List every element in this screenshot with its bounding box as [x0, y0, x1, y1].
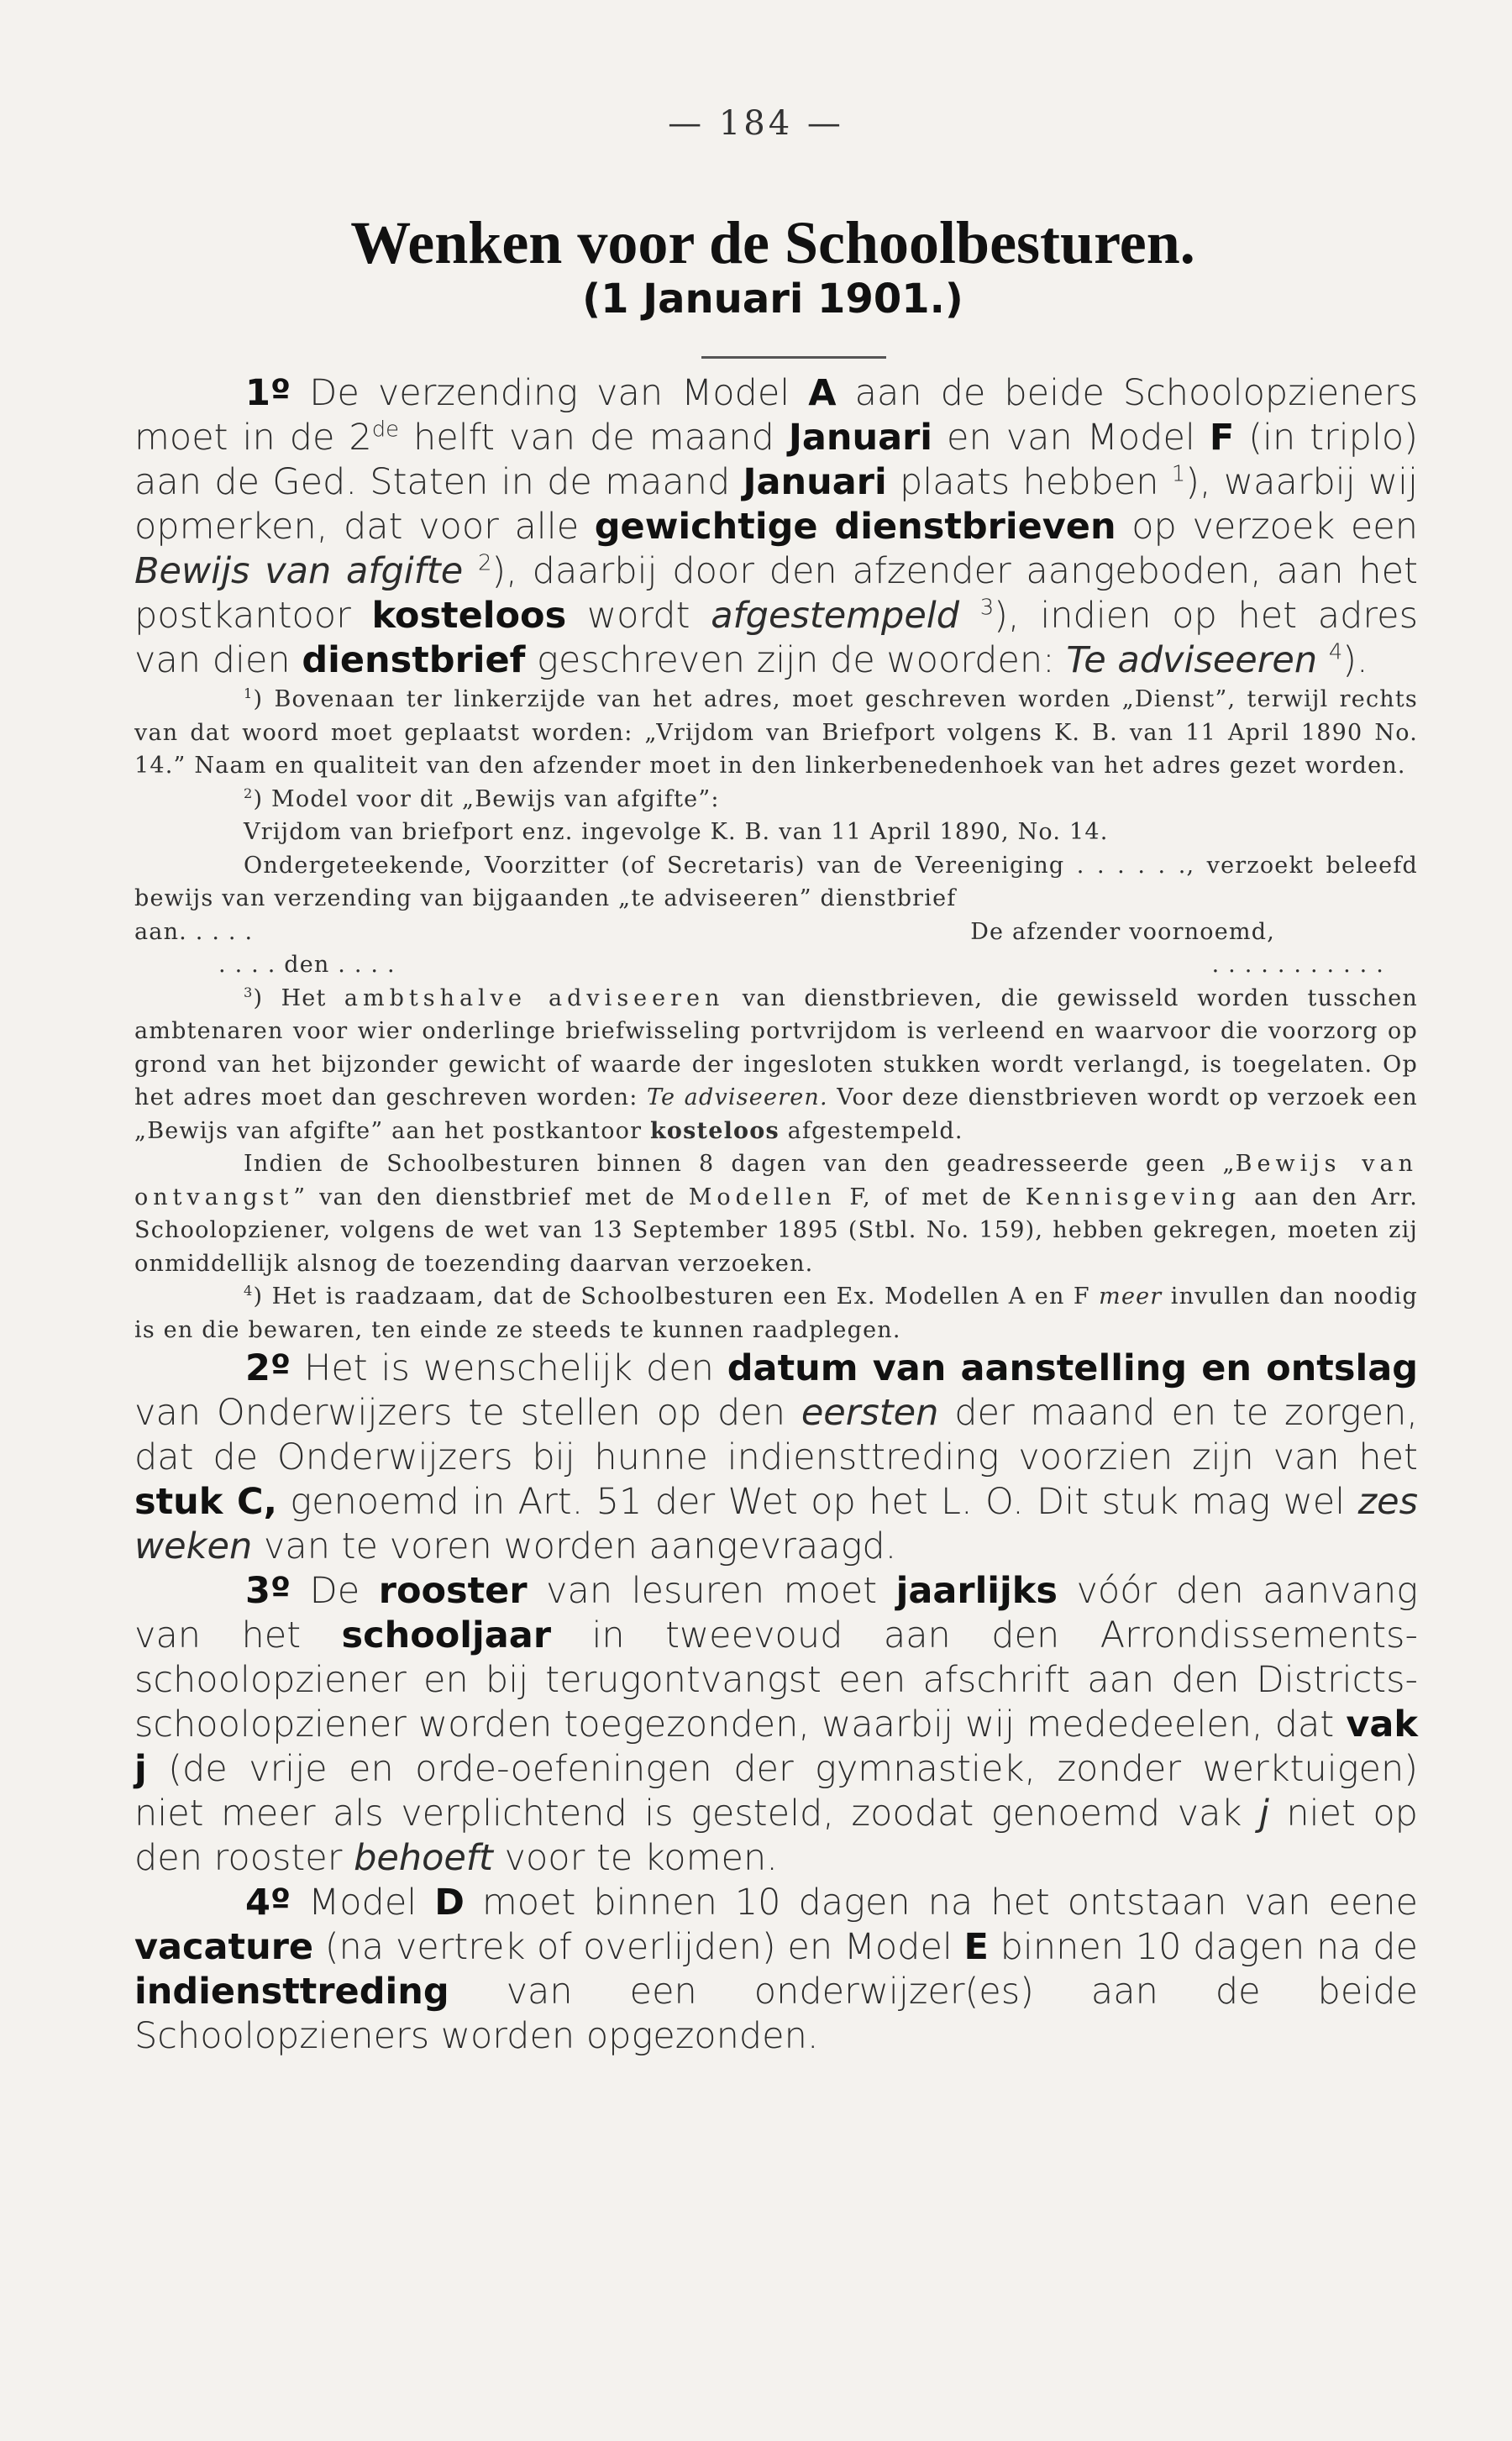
page-subtitle: (1 Januari 1901.): [582, 276, 963, 323]
page-title: Wenken voor de Schoolbesturen.: [350, 209, 1195, 276]
footnote-3-continued: Indien de Schoolbesturen binnen 8 dagen van den geadresseerde geen „Bewijs van ontvangst” van den dienstbrief met de Modellen F, of met de Kennisgeving aan den Arr. Schoolopziener, volgens de wet van 13 September 1895 (Stbl. No. 159), hebben gekregen, moeten zij onmiddellijk alsnog de toezending daarvan verzoeken.: [134, 1151, 1418, 1277]
footnote-4: $^4$) Het is raadzaam, dat de Schoolbesturen een Ex. Modellen A en F meer invullen dan noodig is en die bewaren, ten einde ze steeds te kunnen raadplegen.: [134, 1283, 1418, 1343]
paragraph-4: 4º Model D moet binnen 10 dagen na het ontstaan van eene vacature (na vertrek of overlijden) en Model E binnen 10 dagen na de indiensttreding van een onderwijzer(es) aan de beide Schoolopzieners worden opgezonden.: [134, 1882, 1419, 2057]
paragraph-2: 2º Het is wenschelijk den datum van aanstelling en ontslag van Onderwijzers te stellen op den eersten der maand en te zorgen, dat de Onderwijzers bij hunne indiensttreding voorzien zijn van het stuk C, genoemd in Art. 51 der Wet op het L. O. Dit stuk mag wel zes weken van te voren worden aangevraagd.: [134, 1347, 1418, 1567]
paragraph-3: 3º De rooster van lesuren moet jaarlijks vóór den aanvang van het schooljaar in tweevoud aan den Arrondissements-schoolopziener en bij terugontvangst een afschrift aan den Districts-schoolopziener worden toegezonden, waarbij wij mededeelen, dat vak j (de vrije en orde-oefeningen der gymnastiek, zonder werktuigen) niet meer als verplichtend is gesteld, zoodat genoemd vak j niet op den rooster behoeft voor te komen.: [134, 1570, 1419, 1879]
footnote-1: $^1$) Bovenaan ter linkerzijde van het adres, moet geschreven worden „Dienst”, terwijl rechts van dat woord moet geplaatst worden: „Vrijdom van Briefport volgens K. B. van 11 April 1890 No. 14.” Naam en qualiteit van den afzender moet in den linkerbenedenhoek van het adres gezet worden.: [134, 685, 1418, 779]
document-body: [134, 371, 1418, 2059]
paragraph-1: 1º De verzending van Model A aan de beide Schoolopzieners moet in de 2de helft van de maand Januari en van Model F (in triplo) aan de Ged. Staten in de maand Januari plaats hebben $^1$), waarbij wij opmerken, dat voor alle gewichtige dienstbrieven op verzoek een Bewijs van afgifte $^2$), daarbij door den afzender aangeboden, aan het postkantoor kosteloos wordt afgestempeld $^3$), indien op het adres van dien dienstbrief geschreven zijn de woorden: Te adviseeren $^4$).: [134, 372, 1419, 681]
page-number: — 184 —: [668, 104, 844, 143]
title-divider: [701, 356, 886, 359]
footnote-2: $^2$) Model voor dit „Bewijs van afgifte”: Vrijdom van briefport enz. ingevolge K. B. van 11 April 1890, No. 14. Ondergeteekende, Voorzitter (of Secretaris) van de Vereeniging . . . . . ., verzoekt beleefd bewijs van verzending van bijgaanden „te adviseeren” dienstbrief aan. . . . . De afzender voornoemd, . . . . den . . . . . . . . . . . . . . .: [134, 785, 1418, 978]
footnote-3: $^3$) Het ambtshalve adviseeren van dienstbrieven, die gewisseld worden tusschen ambtenaren voor wier onderlinge briefwisseling portvrijdom is verleend en waarvoor die voorzorg op grond van het bijzonder gewicht of waarde der ingesloten stukken wordt verlangd, is toegelaten. Op het adres moet dan geschreven worden: Te adviseeren. Voor deze dienstbrieven wordt op verzoek een „Bewijs van afgifte” aan het postkantoor kosteloos afgestempeld.: [134, 984, 1418, 1144]
